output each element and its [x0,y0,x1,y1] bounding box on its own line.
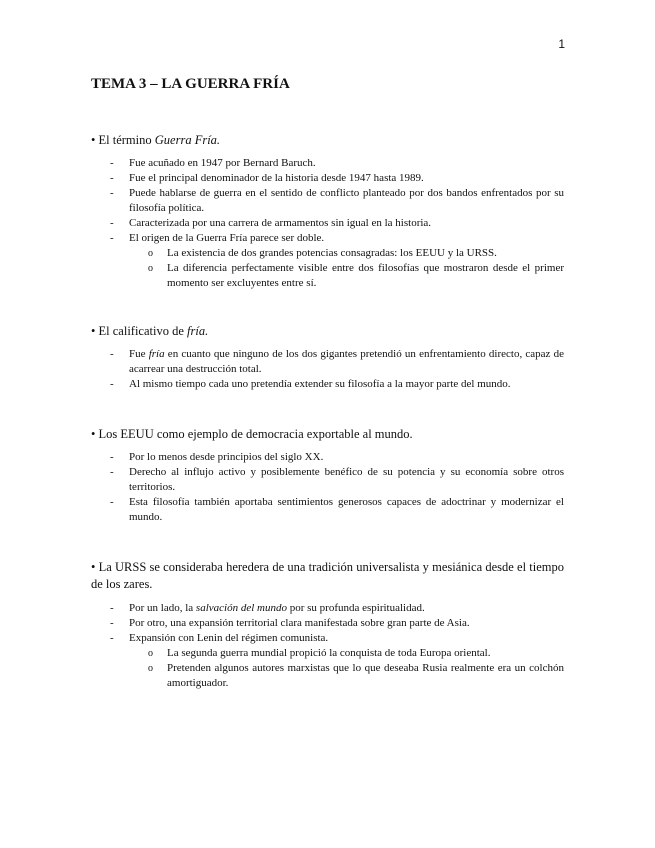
sub-list-item [91,646,564,661]
section-fria-qualifier [91,323,564,392]
circle-mark: o [148,663,153,674]
item-text: Puede hablarse de guerra en el sentido de conflicto planteado por dos bandos enfrentados por su filosofía política. [129,187,564,214]
list-item [91,216,564,231]
heading-text: La URSS se consideraba heredera de una tradición universalista y mesiánica desde el tiempo de los zares. [91,560,565,591]
heading-text: El calificativo de [98,324,188,338]
list-item [91,631,564,691]
item-text: El origen de la Guerra Fría parece ser doble. [129,232,325,244]
list-item [91,171,564,186]
item-emphasis: salvación del mundo [195,602,287,614]
dash-mark: - [110,378,114,390]
list-item [91,616,564,631]
section-urss [91,559,564,691]
sub-list-item [91,661,564,691]
item-text: Por lo menos desde principios del siglo XX. [129,451,324,463]
heading-emphasis: fría. [187,324,209,338]
dash-mark: - [110,466,114,478]
item-text: Fue [129,348,149,360]
list-item [91,377,564,392]
heading-text: Los EEUU como ejemplo de democracia exportable al mundo. [98,427,413,441]
item-text: en cuanto que ninguno de los dos gigantes pretendió un enfrentamiento directo, capaz de acarrear una destrucción total. [129,348,565,375]
item-text: por su profunda espiritualidad. [286,602,425,614]
section-heading [91,559,564,593]
section-guerra-fria-term [91,132,564,291]
dash-mark: - [110,172,114,184]
circle-mark: o [148,263,153,274]
dash-mark: - [110,187,114,199]
bullet-mark: • [91,427,96,441]
sub-list [129,246,564,291]
dash-mark: - [110,496,114,508]
item-text: Por un lado, la [129,602,196,614]
list-item [91,347,564,377]
section-heading [91,426,564,442]
sub-item-text: Pretenden algunos autores marxistas que lo que deseaba Rusia realmente era un colchón amortiguador. [167,662,564,689]
heading-text: El término [98,133,155,147]
bullet-mark: • [91,324,96,338]
item-emphasis: fría [148,348,165,360]
list-item [91,186,564,216]
list-item [91,465,564,495]
bullet-mark: • [91,133,96,147]
item-text: Fue el principal denominador de la historia desde 1947 hasta 1989. [129,172,424,184]
item-text: Caracterizada por una carrera de armamentos sin igual en la historia. [129,217,432,229]
list-item [91,231,564,291]
dash-mark: - [110,232,114,244]
dash-mark: - [110,617,114,629]
dash-mark: - [110,157,114,169]
dash-list [91,450,564,525]
dash-list [91,347,564,392]
item-text: Al mismo tiempo cada uno pretendía extender su filosofía a la mayor parte del mundo. [129,378,511,390]
sub-list-item [91,246,564,261]
dash-mark: - [110,217,114,229]
section-heading [91,323,564,339]
sub-item-text: La segunda guerra mundial propició la conquista de toda Europa oriental. [167,647,491,659]
list-item [91,450,564,465]
item-text: Fue acuñado en 1947 por Bernard Baruch. [129,157,316,169]
section-eeuu [91,426,564,525]
sub-item-text: La existencia de dos grandes potencias consagradas: los EEUU y la URSS. [167,247,497,259]
item-text: Derecho al influjo activo y posiblemente benéfico de su potencia y su economía sobre otros territorios. [129,466,564,493]
sub-item-text: La diferencia perfectamente visible entre dos filosofías que mostraron desde el primer momento ser excluyentes entre sí. [167,262,564,289]
heading-emphasis: Guerra Fría. [154,133,221,147]
section-heading [91,132,564,148]
dash-list [91,601,564,691]
dash-mark: - [110,632,114,644]
item-text: Expansión con Lenin del régimen comunista. [129,632,329,644]
dash-mark: - [110,602,114,614]
dash-mark: - [110,348,114,360]
page-number: 1 [558,37,565,51]
list-item [91,495,564,525]
dash-mark: - [110,451,114,463]
sub-list-item [91,261,564,291]
sub-list [129,646,564,691]
item-text: Por otro, una expansión territorial clara manifestada sobre gran parte de Asia. [129,617,470,629]
document-title: TEMA 3 – LA GUERRA FRÍA [91,76,290,92]
item-text: Esta filosofía también aportaba sentimientos generosos capaces de adoctrinar y modernizar el mundo. [129,496,564,523]
circle-mark: o [148,648,153,659]
circle-mark: o [148,248,153,259]
document-body [91,126,564,691]
list-item [91,156,564,171]
dash-list [91,156,564,291]
list-item [91,601,564,616]
bullet-mark: • [91,560,96,574]
